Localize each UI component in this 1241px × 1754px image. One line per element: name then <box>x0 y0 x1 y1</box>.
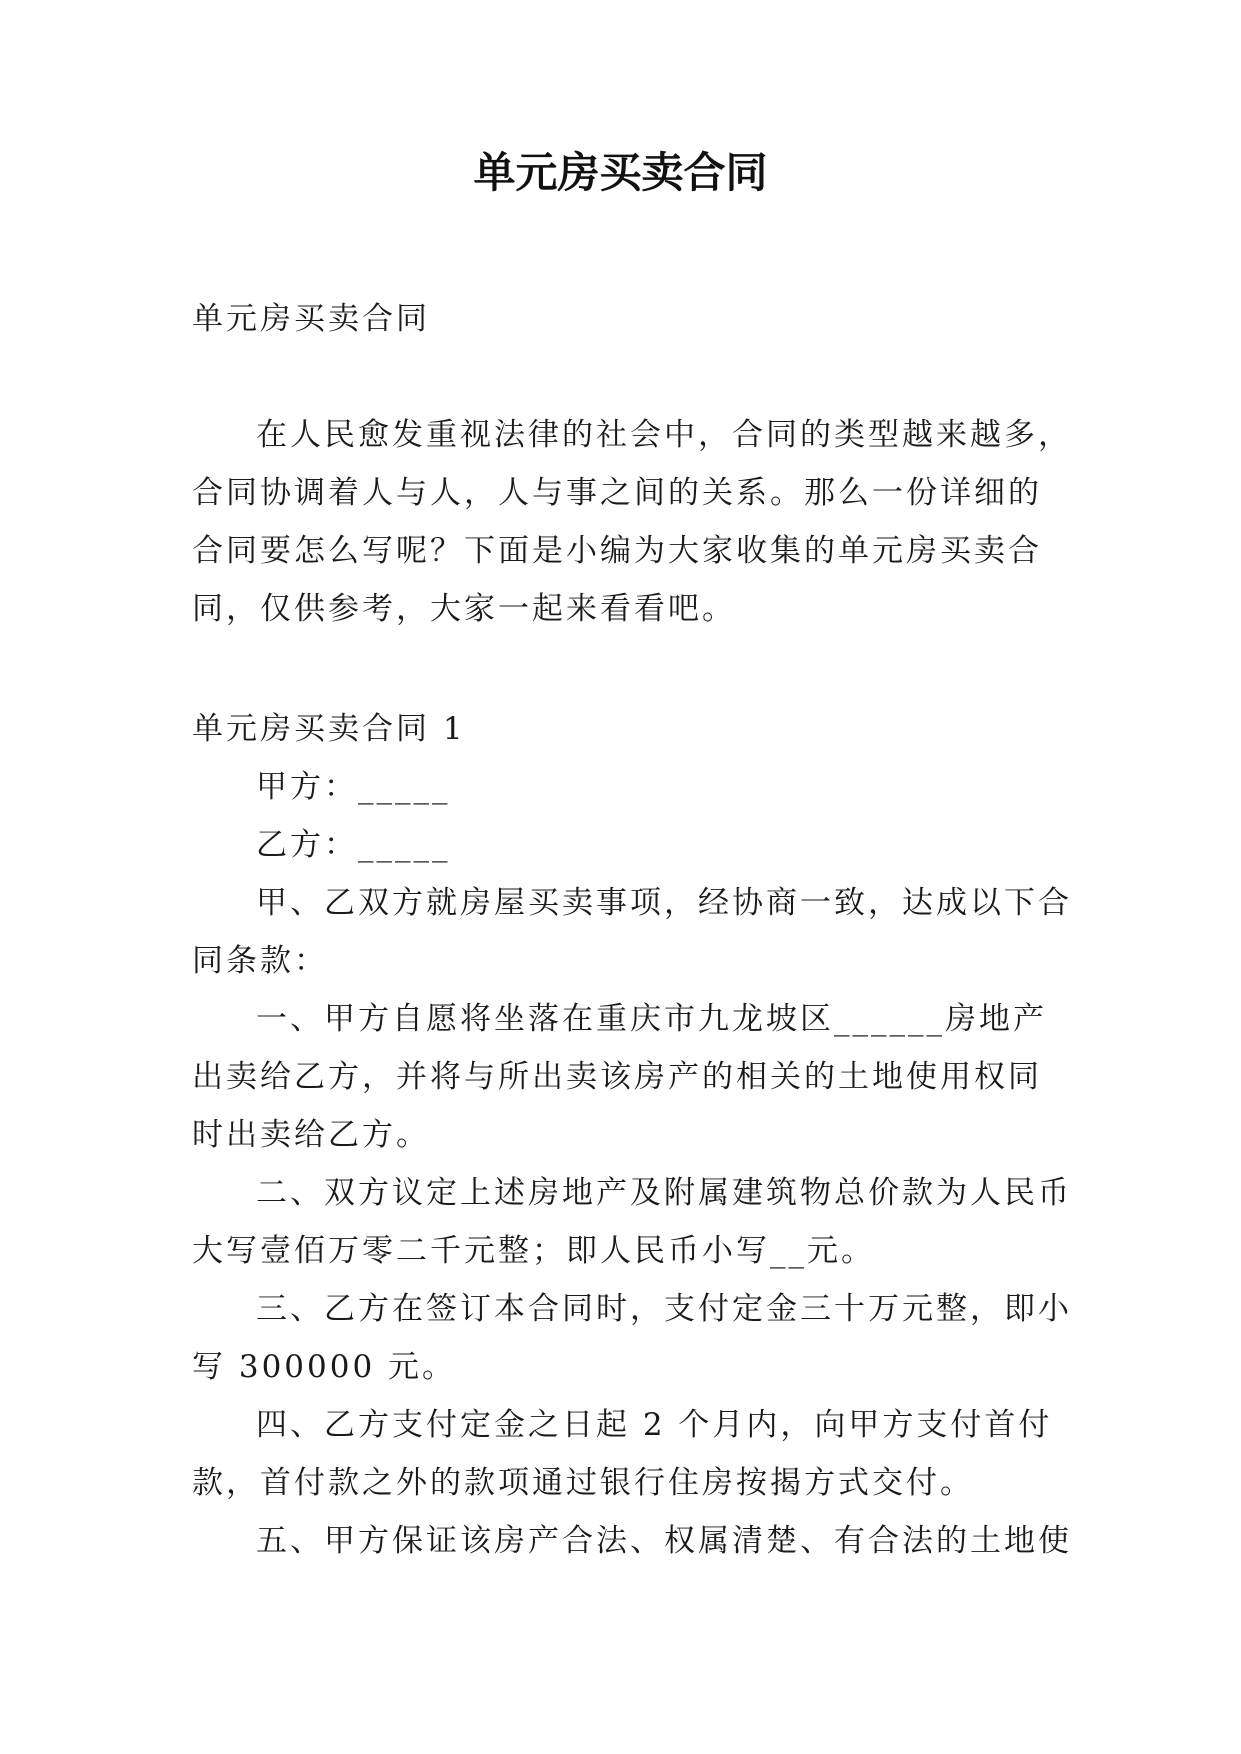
document-body <box>192 290 1072 1570</box>
document-subtitle: 单元房买卖合同 <box>192 301 430 337</box>
clause-5: 五、甲方保证该房产合法、权属清楚、有合法的土地使 <box>256 1523 1072 1559</box>
clause-2: 二、双方议定上述房地产及附属建筑物总价款为人民币大写壹佰万零二千元整；即人民币小写__元。 <box>192 1175 1072 1269</box>
party-b-line: 乙方：_____ <box>256 827 451 863</box>
party-a-line: 甲方：_____ <box>256 769 451 805</box>
preamble-paragraph: 甲、乙双方就房屋买卖事项，经协商一致，达成以下合同条款： <box>192 885 1072 979</box>
clause-3: 三、乙方在签订本合同时，支付定金三十万元整，即小写 300000 元。 <box>192 1291 1072 1385</box>
clause-1: 一、甲方自愿将坐落在重庆市九龙坡区______房地产出卖给乙方，并将与所出卖该房产的相关的土地使用权同时出卖给乙方。 <box>192 1001 1047 1153</box>
clause-4: 四、乙方支付定金之日起 2 个月内，向甲方支付首付款，首付款之外的款项通过银行住房按揭方式交付。 <box>192 1407 1053 1501</box>
document-title: 单元房买卖合同 <box>473 148 768 197</box>
section-heading: 单元房买卖合同 1 <box>192 711 466 747</box>
intro-paragraph: 在人民愈发重视法律的社会中，合同的类型越来越多，合同协调着人与人，人与事之间的关系。那么一份详细的合同要怎么写呢？下面是小编为大家收集的单元房买卖合同，仅供参考，大家一起来看看吧。 <box>192 417 1072 627</box>
